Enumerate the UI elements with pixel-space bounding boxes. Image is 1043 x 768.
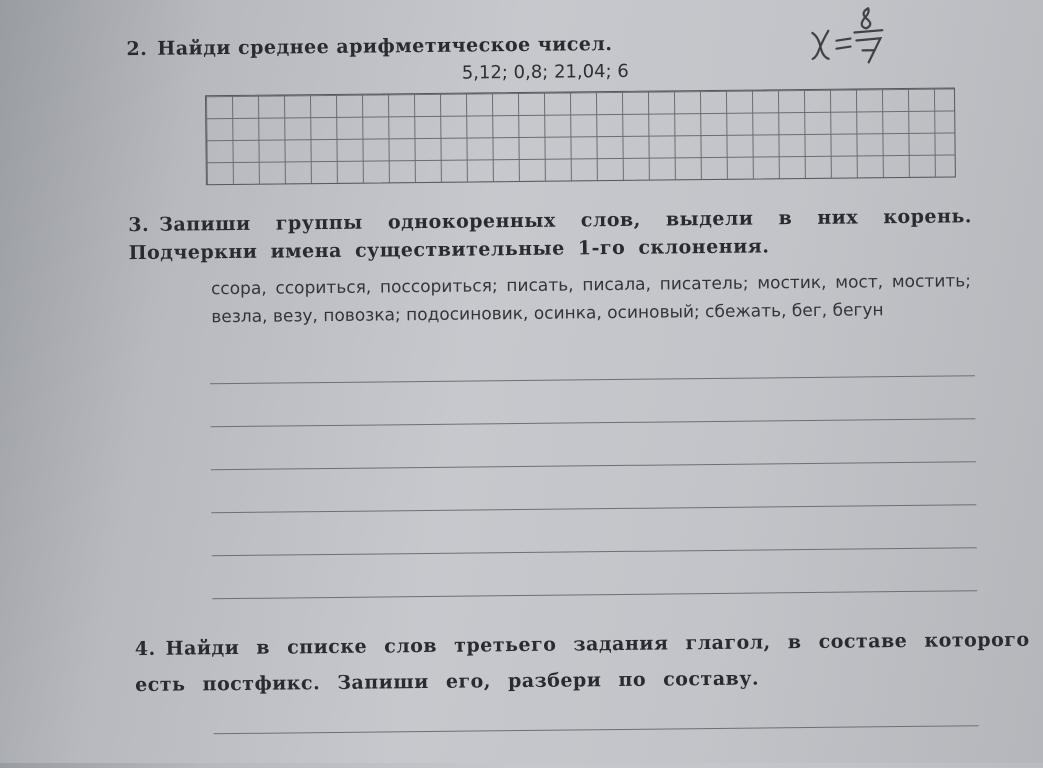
task-2-instruction: Найди среднее арифметическое чисел. bbox=[157, 33, 612, 60]
answer-grid bbox=[205, 87, 956, 185]
writing-line bbox=[211, 461, 976, 470]
writing-line bbox=[214, 725, 979, 734]
task-2-numbers: 5,12; 0,8; 21,04; 6 bbox=[462, 61, 629, 84]
writing-line bbox=[211, 504, 976, 513]
writing-line bbox=[212, 547, 977, 556]
writing-line bbox=[210, 375, 975, 384]
writing-line bbox=[212, 590, 977, 599]
task-3-instruction-line-2: Подчеркни имена существительные 1-го склонения. bbox=[129, 235, 770, 264]
task-3-heading-line-1 bbox=[128, 205, 972, 236]
task-4-instruction-line-2: есть постфикс. Запиши его, разбери по составу. bbox=[135, 668, 759, 697]
task-3-number: 3. bbox=[128, 214, 149, 236]
task-2-number: 2. bbox=[126, 38, 147, 60]
task-4-number: 4. bbox=[135, 638, 156, 660]
writing-line bbox=[210, 418, 975, 427]
task-3-word-list: ссора, ссориться, поссориться; писать, писала, писатель; мостик, мост, мостить; везла, везу, повозка; подосиновик, осинка, осиновый; сбежать, бег, бегун bbox=[211, 267, 972, 331]
task-4-instruction-line-1: Найди в списке слов третьего задания глагол, в составе которого bbox=[166, 629, 1030, 660]
task-3-instruction-line-1: Запиши группы однокоренных слов, выдели в них корень. bbox=[159, 205, 972, 236]
handwritten-answer bbox=[804, 0, 895, 71]
task-2-heading bbox=[126, 33, 612, 60]
task-4-heading-line-1 bbox=[135, 629, 1030, 660]
